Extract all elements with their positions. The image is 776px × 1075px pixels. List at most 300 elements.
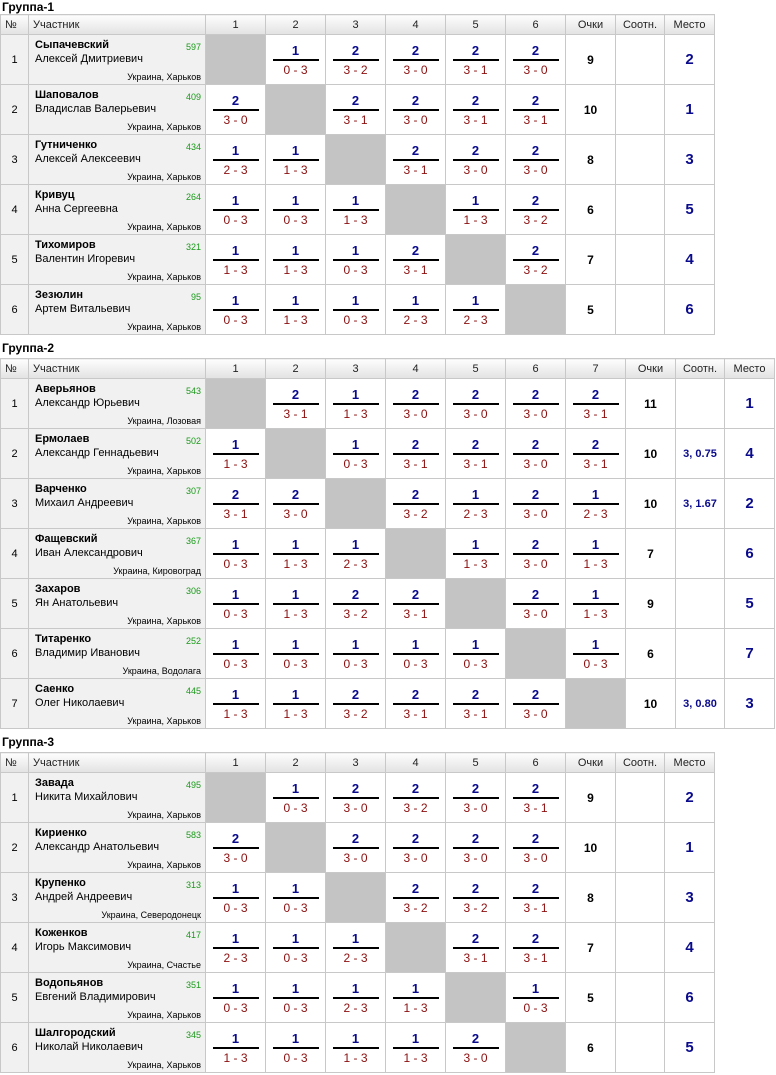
match-score: 0 - 3 bbox=[283, 950, 308, 965]
match-points: 2 bbox=[471, 386, 480, 402]
player-location: Украина, Харьков bbox=[127, 72, 201, 82]
result-divider bbox=[453, 159, 499, 161]
match-points: 1 bbox=[231, 980, 240, 996]
table-row bbox=[1, 579, 775, 629]
player-last-name[interactable]: Саенко bbox=[35, 683, 75, 695]
match-result-cell bbox=[206, 679, 266, 729]
header-opponent-col: 3 bbox=[326, 753, 386, 773]
result-divider bbox=[453, 59, 499, 61]
player-rating: 417 bbox=[185, 930, 201, 940]
total-points: 10 bbox=[566, 823, 616, 873]
result-divider bbox=[333, 109, 379, 111]
row-number: 1 bbox=[1, 379, 29, 429]
header-place: Место bbox=[665, 753, 715, 773]
match-points: 2 bbox=[351, 830, 360, 846]
player-cell bbox=[29, 135, 206, 185]
result-divider bbox=[393, 847, 439, 849]
match-points: 2 bbox=[531, 880, 540, 896]
total-points: 9 bbox=[626, 579, 676, 629]
match-score: 3 - 2 bbox=[523, 262, 548, 277]
result-divider bbox=[573, 503, 619, 505]
player-last-name[interactable]: Водопьянов bbox=[35, 977, 104, 989]
match-points: 2 bbox=[531, 536, 540, 552]
match-points: 1 bbox=[351, 636, 360, 652]
table-header bbox=[1, 753, 715, 773]
player-last-name[interactable]: Захаров bbox=[35, 583, 81, 595]
match-result-cell bbox=[566, 579, 626, 629]
header-opponent-col: 6 bbox=[506, 359, 566, 379]
match-score: 0 - 3 bbox=[283, 800, 308, 815]
result-divider bbox=[513, 109, 559, 111]
match-points: 2 bbox=[351, 586, 360, 602]
player-rating: 495 bbox=[185, 780, 201, 790]
match-points: 2 bbox=[411, 830, 420, 846]
match-score: 0 - 3 bbox=[223, 312, 248, 327]
match-result-cell bbox=[386, 973, 446, 1023]
header-opponent-col: 5 bbox=[446, 359, 506, 379]
match-result-cell bbox=[266, 973, 326, 1023]
match-score: 0 - 3 bbox=[343, 656, 368, 671]
self-match-cell bbox=[266, 429, 326, 479]
match-score: 0 - 3 bbox=[403, 656, 428, 671]
match-points: 1 bbox=[351, 980, 360, 996]
result-divider bbox=[273, 947, 319, 949]
player-location: Украина, Харьков bbox=[127, 616, 201, 626]
match-result-cell bbox=[566, 479, 626, 529]
result-divider bbox=[333, 847, 379, 849]
match-score: 3 - 1 bbox=[523, 112, 548, 127]
match-result-cell bbox=[326, 185, 386, 235]
match-result-cell bbox=[446, 923, 506, 973]
match-points: 1 bbox=[291, 880, 300, 896]
match-result-cell bbox=[266, 379, 326, 429]
table-header bbox=[1, 359, 775, 379]
result-divider bbox=[273, 797, 319, 799]
player-last-name[interactable]: Титаренко bbox=[35, 633, 92, 645]
player-last-name[interactable]: Кириенко bbox=[35, 827, 87, 839]
match-result-cell bbox=[206, 235, 266, 285]
match-score: 3 - 0 bbox=[283, 506, 308, 521]
result-divider bbox=[453, 209, 499, 211]
match-result-cell bbox=[386, 235, 446, 285]
match-result-cell bbox=[326, 823, 386, 873]
final-place: 4 bbox=[665, 923, 715, 973]
match-result-cell bbox=[326, 579, 386, 629]
result-divider bbox=[333, 553, 379, 555]
row-number: 4 bbox=[1, 185, 29, 235]
player-last-name[interactable]: Аверьянов bbox=[35, 383, 96, 395]
match-score: 1 - 3 bbox=[463, 212, 488, 227]
table-row bbox=[1, 185, 715, 235]
match-score: 3 - 1 bbox=[463, 950, 488, 965]
match-score: 3 - 0 bbox=[463, 406, 488, 421]
player-last-name[interactable]: Крупенко bbox=[35, 877, 86, 889]
match-points: 1 bbox=[411, 636, 420, 652]
player-rating: 307 bbox=[185, 486, 201, 496]
result-divider bbox=[213, 603, 259, 605]
player-location: Украина, Счастье bbox=[127, 960, 201, 970]
player-first-name: Игорь Максимович bbox=[35, 941, 132, 953]
match-points: 1 bbox=[531, 980, 540, 996]
match-result-cell bbox=[266, 773, 326, 823]
result-divider bbox=[213, 309, 259, 311]
table-row bbox=[1, 629, 775, 679]
match-result-cell bbox=[506, 579, 566, 629]
match-points: 1 bbox=[231, 636, 240, 652]
self-match-cell bbox=[266, 85, 326, 135]
match-points: 2 bbox=[411, 242, 420, 258]
match-result-cell bbox=[206, 135, 266, 185]
match-score: 0 - 3 bbox=[343, 456, 368, 471]
match-points: 2 bbox=[231, 486, 240, 502]
player-first-name: Александр Геннадьевич bbox=[35, 447, 159, 459]
result-divider bbox=[513, 59, 559, 61]
ratio-value bbox=[616, 1023, 665, 1073]
player-last-name[interactable]: Завада bbox=[35, 777, 74, 789]
player-cell bbox=[29, 629, 206, 679]
table-row bbox=[1, 973, 715, 1023]
match-result-cell bbox=[206, 873, 266, 923]
result-divider bbox=[453, 309, 499, 311]
match-result-cell bbox=[386, 1023, 446, 1073]
match-result-cell bbox=[386, 85, 446, 135]
player-rating: 321 bbox=[185, 242, 201, 252]
match-result-cell bbox=[506, 823, 566, 873]
match-score: 1 - 3 bbox=[343, 406, 368, 421]
match-result-cell bbox=[206, 285, 266, 335]
row-number: 5 bbox=[1, 235, 29, 285]
row-number: 2 bbox=[1, 429, 29, 479]
match-score: 3 - 0 bbox=[463, 800, 488, 815]
result-divider bbox=[333, 947, 379, 949]
match-result-cell bbox=[326, 85, 386, 135]
match-result-cell bbox=[326, 379, 386, 429]
match-result-cell bbox=[386, 873, 446, 923]
result-divider bbox=[393, 453, 439, 455]
result-divider bbox=[273, 209, 319, 211]
result-divider bbox=[333, 797, 379, 799]
result-divider bbox=[393, 653, 439, 655]
match-result-cell bbox=[326, 285, 386, 335]
player-cell bbox=[29, 823, 206, 873]
result-divider bbox=[453, 797, 499, 799]
header-participant: Участник bbox=[29, 359, 206, 379]
match-score: 1 - 3 bbox=[463, 556, 488, 571]
player-last-name[interactable]: Варченко bbox=[35, 483, 87, 495]
result-divider bbox=[273, 553, 319, 555]
match-points: 2 bbox=[531, 142, 540, 158]
player-location: Украина, Харьков bbox=[127, 860, 201, 870]
match-score: 0 - 3 bbox=[283, 656, 308, 671]
result-divider bbox=[213, 1047, 259, 1049]
match-score: 3 - 0 bbox=[223, 850, 248, 865]
match-points: 2 bbox=[531, 930, 540, 946]
result-divider bbox=[453, 403, 499, 405]
total-points: 10 bbox=[626, 679, 676, 729]
match-points: 1 bbox=[291, 536, 300, 552]
match-points: 2 bbox=[351, 92, 360, 108]
player-cell bbox=[29, 85, 206, 135]
match-result-cell bbox=[206, 185, 266, 235]
player-cell bbox=[29, 285, 206, 335]
result-divider bbox=[513, 553, 559, 555]
table-row bbox=[1, 85, 715, 135]
result-divider bbox=[273, 997, 319, 999]
player-last-name[interactable]: Коженков bbox=[35, 927, 88, 939]
match-result-cell bbox=[326, 973, 386, 1023]
result-divider bbox=[393, 797, 439, 799]
player-last-name[interactable]: Ермолаев bbox=[35, 433, 90, 445]
match-points: 1 bbox=[471, 536, 480, 552]
player-location: Украина, Харьков bbox=[127, 272, 201, 282]
player-last-name[interactable]: Шаповалов bbox=[35, 89, 99, 101]
header-opponent-col: 4 bbox=[386, 359, 446, 379]
match-result-cell bbox=[206, 629, 266, 679]
player-location: Украина, Кировоград bbox=[113, 566, 201, 576]
total-points: 9 bbox=[566, 35, 616, 85]
player-first-name: Владимир Иванович bbox=[35, 647, 140, 659]
final-place: 2 bbox=[665, 35, 715, 85]
match-score: 0 - 3 bbox=[223, 900, 248, 915]
match-score: 3 - 0 bbox=[523, 62, 548, 77]
match-score: 0 - 3 bbox=[343, 262, 368, 277]
total-points: 5 bbox=[566, 285, 616, 335]
header-ratio: Соотн. bbox=[676, 359, 725, 379]
player-first-name: Ян Анатольевич bbox=[35, 597, 119, 609]
result-divider bbox=[393, 159, 439, 161]
row-number: 2 bbox=[1, 85, 29, 135]
match-points: 2 bbox=[411, 486, 420, 502]
match-result-cell bbox=[506, 185, 566, 235]
player-location: Украина, Харьков bbox=[127, 1010, 201, 1020]
match-result-cell bbox=[506, 923, 566, 973]
match-score: 0 - 3 bbox=[523, 1000, 548, 1015]
result-divider bbox=[273, 59, 319, 61]
result-divider bbox=[213, 997, 259, 999]
self-match-cell bbox=[206, 773, 266, 823]
result-divider bbox=[333, 997, 379, 999]
match-points: 1 bbox=[351, 386, 360, 402]
result-divider bbox=[393, 403, 439, 405]
match-score: 3 - 0 bbox=[523, 850, 548, 865]
table-row bbox=[1, 479, 775, 529]
match-points: 1 bbox=[351, 536, 360, 552]
table-row bbox=[1, 379, 775, 429]
result-divider bbox=[213, 109, 259, 111]
player-last-name[interactable]: Шалгородский bbox=[35, 1027, 116, 1039]
player-first-name: Михаил Андреевич bbox=[35, 497, 134, 509]
match-result-cell bbox=[446, 823, 506, 873]
match-score: 1 - 3 bbox=[283, 162, 308, 177]
match-points: 1 bbox=[411, 292, 420, 308]
player-location: Украина, Харьков bbox=[127, 1060, 201, 1070]
player-cell bbox=[29, 35, 206, 85]
result-divider bbox=[573, 553, 619, 555]
match-points: 1 bbox=[291, 980, 300, 996]
ratio-value: 3, 1.67 bbox=[676, 479, 725, 529]
match-result-cell bbox=[506, 773, 566, 823]
result-divider bbox=[573, 453, 619, 455]
player-cell bbox=[29, 185, 206, 235]
match-result-cell bbox=[206, 1023, 266, 1073]
result-divider bbox=[573, 603, 619, 605]
player-last-name[interactable]: Фащевский bbox=[35, 533, 98, 545]
match-result-cell bbox=[446, 629, 506, 679]
match-points: 2 bbox=[591, 436, 600, 452]
match-score: 3 - 2 bbox=[403, 900, 428, 915]
match-result-cell bbox=[446, 85, 506, 135]
header-opponent-col: 1 bbox=[206, 359, 266, 379]
row-number: 5 bbox=[1, 973, 29, 1023]
match-score: 3 - 1 bbox=[343, 112, 368, 127]
player-location: Украина, Харьков bbox=[127, 172, 201, 182]
result-divider bbox=[453, 453, 499, 455]
match-score: 2 - 3 bbox=[463, 312, 488, 327]
self-match-cell bbox=[206, 35, 266, 85]
match-points: 1 bbox=[231, 880, 240, 896]
player-last-name[interactable]: Зезюлин bbox=[35, 289, 83, 301]
final-place: 1 bbox=[665, 85, 715, 135]
match-score: 1 - 3 bbox=[583, 606, 608, 621]
ratio-value bbox=[616, 135, 665, 185]
ratio-value: 3, 0.75 bbox=[676, 429, 725, 479]
player-last-name[interactable]: Гутниченко bbox=[35, 139, 98, 151]
match-points: 1 bbox=[291, 636, 300, 652]
row-number: 7 bbox=[1, 679, 29, 729]
match-result-cell bbox=[386, 429, 446, 479]
match-result-cell bbox=[326, 529, 386, 579]
row-number: 3 bbox=[1, 479, 29, 529]
header-opponent-col: 3 bbox=[326, 15, 386, 35]
result-divider bbox=[333, 403, 379, 405]
player-rating: 583 bbox=[185, 830, 201, 840]
player-location: Украина, Харьков bbox=[127, 516, 201, 526]
match-points: 2 bbox=[531, 42, 540, 58]
player-first-name: Николай Николаевич bbox=[35, 1041, 143, 1053]
match-points: 2 bbox=[411, 880, 420, 896]
player-last-name[interactable]: Кривуц bbox=[35, 189, 75, 201]
row-number: 3 bbox=[1, 873, 29, 923]
final-place: 5 bbox=[665, 185, 715, 235]
player-rating: 597 bbox=[185, 42, 201, 52]
result-divider bbox=[213, 897, 259, 899]
match-score: 0 - 3 bbox=[223, 556, 248, 571]
match-points: 2 bbox=[531, 830, 540, 846]
match-result-cell bbox=[506, 135, 566, 185]
header-ratio: Соотн. bbox=[616, 753, 665, 773]
player-cell bbox=[29, 1023, 206, 1073]
match-result-cell bbox=[506, 529, 566, 579]
self-match-cell bbox=[266, 823, 326, 873]
ratio-value bbox=[616, 35, 665, 85]
row-number: 6 bbox=[1, 1023, 29, 1073]
match-result-cell bbox=[206, 529, 266, 579]
match-score: 0 - 3 bbox=[283, 212, 308, 227]
match-score: 3 - 0 bbox=[403, 62, 428, 77]
table-row bbox=[1, 285, 715, 335]
player-last-name[interactable]: Тихомиров bbox=[35, 239, 96, 251]
match-points: 1 bbox=[291, 242, 300, 258]
match-result-cell bbox=[566, 429, 626, 479]
match-score: 3 - 1 bbox=[403, 456, 428, 471]
result-divider bbox=[273, 653, 319, 655]
match-result-cell bbox=[446, 185, 506, 235]
match-score: 3 - 1 bbox=[463, 706, 488, 721]
group-table bbox=[0, 358, 775, 729]
result-divider bbox=[213, 653, 259, 655]
match-score: 3 - 0 bbox=[403, 850, 428, 865]
player-cell bbox=[29, 379, 206, 429]
match-points: 2 bbox=[411, 780, 420, 796]
result-divider bbox=[213, 703, 259, 705]
match-points: 1 bbox=[351, 1030, 360, 1046]
player-rating: 543 bbox=[185, 386, 201, 396]
self-match-cell bbox=[386, 923, 446, 973]
result-divider bbox=[513, 209, 559, 211]
result-divider bbox=[393, 1047, 439, 1049]
match-score: 3 - 1 bbox=[403, 262, 428, 277]
match-result-cell bbox=[506, 235, 566, 285]
match-result-cell bbox=[506, 873, 566, 923]
player-cell bbox=[29, 579, 206, 629]
match-score: 2 - 3 bbox=[343, 1000, 368, 1015]
match-result-cell bbox=[506, 35, 566, 85]
result-divider bbox=[273, 703, 319, 705]
match-result-cell bbox=[266, 1023, 326, 1073]
player-cell bbox=[29, 679, 206, 729]
match-score: 3 - 1 bbox=[403, 606, 428, 621]
match-points: 1 bbox=[231, 1030, 240, 1046]
result-divider bbox=[513, 847, 559, 849]
self-match-cell bbox=[386, 529, 446, 579]
match-points: 1 bbox=[231, 586, 240, 602]
match-result-cell bbox=[506, 679, 566, 729]
player-last-name[interactable]: Сыпачевский bbox=[35, 39, 109, 51]
match-score: 2 - 3 bbox=[583, 506, 608, 521]
match-points: 2 bbox=[291, 386, 300, 402]
group-title: Группа-2 bbox=[2, 341, 55, 355]
total-points: 6 bbox=[566, 1023, 616, 1073]
match-points: 1 bbox=[231, 536, 240, 552]
player-rating: 409 bbox=[185, 92, 201, 102]
match-points: 2 bbox=[411, 436, 420, 452]
player-location: Украина, Северодонецк bbox=[101, 910, 201, 920]
result-divider bbox=[513, 453, 559, 455]
ratio-value bbox=[616, 235, 665, 285]
match-result-cell bbox=[386, 823, 446, 873]
header-opponent-col: 5 bbox=[446, 15, 506, 35]
ratio-value bbox=[676, 629, 725, 679]
player-first-name: Иван Александрович bbox=[35, 547, 143, 559]
result-divider bbox=[513, 259, 559, 261]
player-location: Украина, Харьков bbox=[127, 810, 201, 820]
match-score: 1 - 3 bbox=[583, 556, 608, 571]
match-result-cell bbox=[566, 379, 626, 429]
match-points: 1 bbox=[291, 930, 300, 946]
result-divider bbox=[393, 109, 439, 111]
match-score: 0 - 3 bbox=[283, 1050, 308, 1065]
match-score: 1 - 3 bbox=[283, 262, 308, 277]
result-divider bbox=[453, 653, 499, 655]
player-rating: 95 bbox=[190, 292, 201, 302]
match-score: 1 - 3 bbox=[403, 1000, 428, 1015]
player-first-name: Алексей Дмитриевич bbox=[35, 53, 143, 65]
self-match-cell bbox=[386, 185, 446, 235]
match-score: 1 - 3 bbox=[283, 312, 308, 327]
match-points: 1 bbox=[291, 586, 300, 602]
row-number: 6 bbox=[1, 285, 29, 335]
match-points: 1 bbox=[291, 292, 300, 308]
